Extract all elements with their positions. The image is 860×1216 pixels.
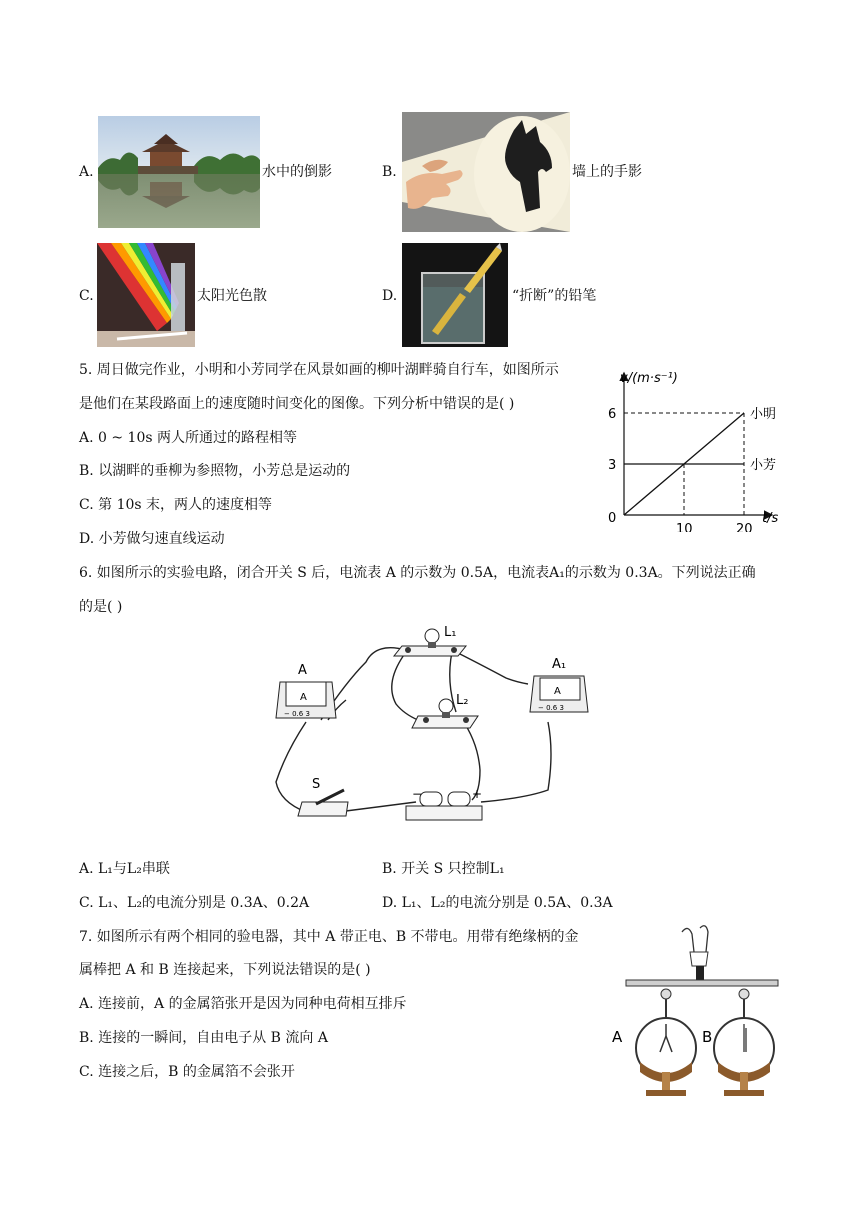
q6-option-b: B. 开关 S 只控制L₁ [382,861,505,877]
svg-text:− 0.6 3: − 0.6 3 [284,710,310,718]
option-d-letter: D. [382,288,398,304]
electroscope-b-label: B [702,1028,713,1046]
q7-option-b: B. 连接的一瞬间，自由电子从 B 流向 A [79,1030,328,1046]
switch-s [298,777,348,816]
circuit-diagram [266,622,596,827]
velocity-time-chart [596,362,786,532]
q6-option-a: A. L₁与L₂串联 [79,861,170,877]
q7-option-c: C. 连接之后，B 的金属箔不会张开 [79,1064,295,1080]
option-a-letter: A. [79,164,94,180]
electroscope-b [702,989,774,1096]
q5-option-b: B. 以湖畔的垂柳为参照物，小芳总是运动的 [79,463,351,479]
q6-stem-line2: 的是( ) [79,599,123,615]
svg-text:−: − [412,787,423,801]
battery [406,787,482,820]
bent-pencil-photo [402,243,508,347]
wire [276,722,306,812]
q5-stem-line2: 是他们在某段路面上的速度随时间变化的图像。下列分析中错误的是( ) [79,396,515,412]
q7-stem-line2: 属棒把 A 和 B 连接起来，下列说法错误的是( ) [79,962,371,978]
ammeter-a [276,663,336,718]
x-axis-label: t/s [762,511,779,526]
svg-text:A: A [300,692,307,703]
x-tick-label: 20 [736,522,753,532]
option-c-text: 太阳光色散 [197,288,267,304]
electroscope-a-label: A [612,1028,623,1046]
electroscope-a [612,989,696,1096]
option-b-text: 墙上的手影 [572,164,642,180]
origin-label: 0 [608,511,617,526]
q6-option-c: C. L₁、L₂的电流分别是 0.3A、0.2A [79,895,310,911]
ammeter-a-label: A [298,663,307,678]
y-axis-label: v/(m·s⁻¹) [620,371,678,386]
series-label-1: 小明 [750,407,777,422]
option-a-text: 水中的倒影 [262,164,332,180]
l1-label: L₁ [444,625,457,640]
q6-option-d: D. L₁、L₂的电流分别是 0.5A、0.3A [382,895,613,911]
series-label-2: 小芳 [750,458,777,473]
q5-option-a: A. 0 ~ 10s 两人所通过的路程相等 [79,430,297,446]
lamp-l2 [412,693,478,728]
q6-stem-line1: 6. 如图所示的实验电路，闭合开关 S 后，电流表 A 的示数为 0.5A，电流表A₁的示数为 0.3A。下列说法正确 [79,565,756,581]
electroscope-diagram [610,922,786,1100]
option-b-letter: B. [382,164,397,180]
y-tick-label: 6 [608,407,617,422]
ammeter-a1 [530,657,588,712]
x-tick-label: 10 [676,522,693,532]
q5-option-c: C. 第 10s 末，两人的速度相等 [79,497,273,513]
y-tick-label: 3 [608,458,617,473]
l2-label: L₂ [456,693,469,708]
lamp-l1 [394,625,466,656]
reflection-photo [98,116,260,228]
q5-option-d: D. 小芳做匀速直线运动 [79,531,225,547]
switch-label: S [312,777,321,792]
option-d-text: “折断”的铅笔 [512,288,597,304]
prism-dispersion-photo [97,243,195,347]
svg-text:+: + [472,787,483,801]
ammeter-a1-label: A₁ [552,657,567,672]
svg-text:− 0.6 3: − 0.6 3 [538,704,564,712]
q7-option-a: A. 连接前，A 的金属箔张开是因为同种电荷相互排斥 [79,996,407,1012]
option-c-letter: C. [79,288,94,304]
q5-stem-line1: 5. 周日做完作业，小明和小芳同学在风景如画的柳叶湖畔骑自行车，如图所示 [79,362,559,378]
svg-text:A: A [554,686,561,697]
hand-shadow-photo [402,112,570,232]
q7-stem-line1: 7. 如图所示有两个相同的验电器，其中 A 带正电、B 不带电。用带有绝缘柄的金 [79,929,579,945]
